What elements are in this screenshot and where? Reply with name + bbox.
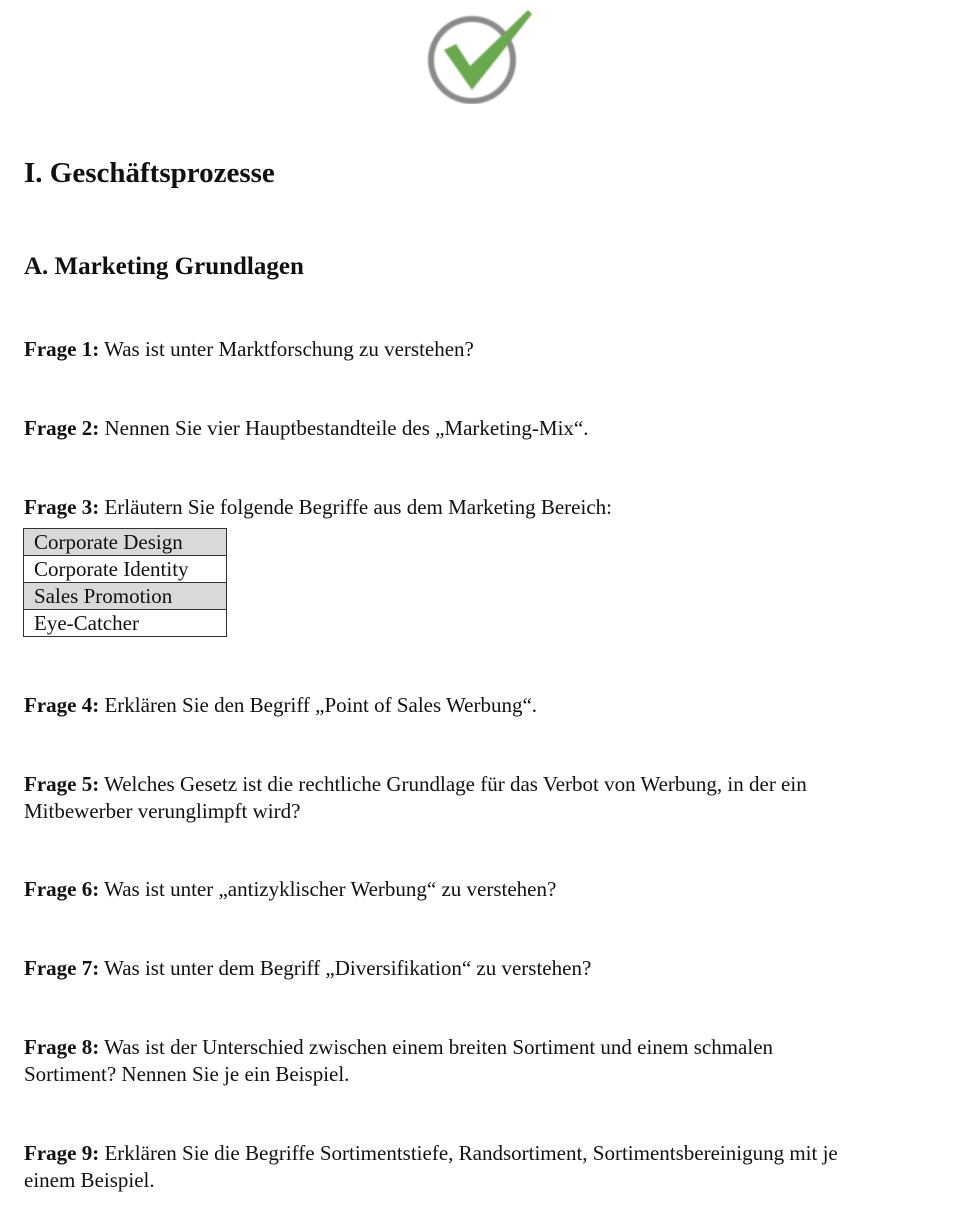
question-6 [24, 876, 864, 903]
question-text: Was ist unter „antizyklischer Werbung“ zu verstehen? [104, 877, 557, 901]
question-2 [24, 415, 864, 442]
question-label: Frage 4: [24, 693, 100, 717]
term-cell: Corporate Design [24, 529, 227, 556]
table-row [24, 556, 227, 583]
question-8 [24, 1034, 864, 1088]
question-label: Frage 3: [24, 495, 100, 519]
question-text: Was ist unter dem Begriff „Diversifikation“ zu verstehen? [104, 956, 592, 980]
question-label: Frage 9: [24, 1141, 100, 1165]
question-text: Was ist der Unterschied zwischen einem breiten Sortiment und einem schmalen Sortiment? Nennen Sie je ein Beispiel. [24, 1035, 774, 1086]
term-cell: Corporate Identity [24, 556, 227, 583]
question-3 [24, 494, 864, 521]
question-9 [24, 1140, 864, 1194]
question-label: Frage 2: [24, 416, 100, 440]
chapter-title: I. Geschäftsprozesse [24, 157, 275, 189]
question-text: Erläutern Sie folgende Begriffe aus dem Marketing Bereich: [104, 495, 612, 519]
question-7 [24, 955, 864, 982]
table-row [24, 529, 227, 556]
question-label: Frage 6: [24, 877, 100, 901]
checkmark-circle-icon [424, 8, 536, 104]
question-label: Frage 5: [24, 772, 100, 796]
table-row [24, 583, 227, 610]
question-label: Frage 7: [24, 956, 100, 980]
question-5 [24, 771, 864, 825]
question-label: Frage 8: [24, 1035, 100, 1059]
checkmark-logo [424, 8, 536, 104]
question-label: Frage 1: [24, 337, 100, 361]
question-text: Erklären Sie den Begriff „Point of Sales Werbung“. [104, 693, 538, 717]
table-row [24, 610, 227, 637]
question-1 [24, 336, 864, 363]
term-cell: Eye-Catcher [24, 610, 227, 637]
question-text: Was ist unter Marktforschung zu verstehen? [104, 337, 474, 361]
question-text: Welches Gesetz ist die rechtliche Grundlage für das Verbot von Werbung, in der ein Mitbewerber verunglimpft wird? [24, 772, 807, 823]
terms-table [23, 528, 227, 637]
section-title: A. Marketing Grundlagen [24, 253, 304, 280]
question-text: Nennen Sie vier Hauptbestandteile des „Marketing-Mix“. [104, 416, 589, 440]
term-cell: Sales Promotion [24, 583, 227, 610]
question-4 [24, 692, 864, 719]
question-text: Erklären Sie die Begriffe Sortimentstiefe, Randsortiment, Sortimentsbereinigung mit je einem Beispiel. [24, 1141, 838, 1192]
